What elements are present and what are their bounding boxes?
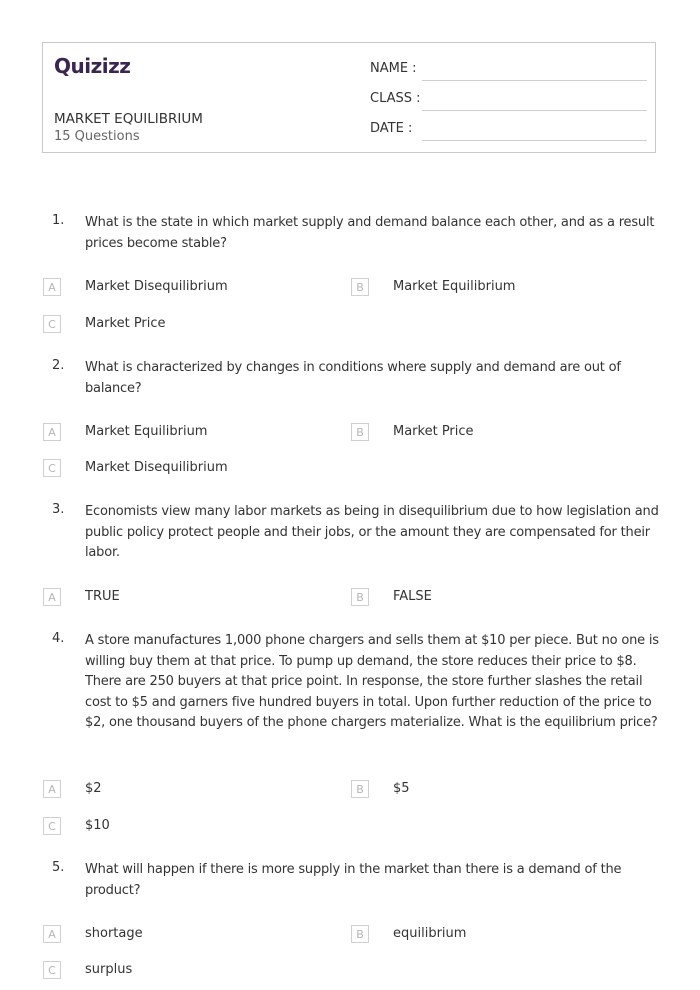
option-letter-box: C	[43, 315, 61, 333]
option-text: $10	[85, 818, 110, 833]
quizizz-logo: Quizizz	[54, 54, 131, 78]
option-letter-box: B	[351, 278, 369, 296]
date-label: DATE :	[370, 121, 413, 136]
question-text: What is the state in which market supply and demand balance each other, and as a result prices become stable?	[85, 215, 655, 251]
option-text: TRUE	[85, 589, 120, 604]
class-field[interactable]	[370, 91, 647, 111]
option-letter-box: A	[43, 423, 61, 441]
option-text: Market Disequilibrium	[85, 279, 228, 294]
option-text: $5	[393, 781, 410, 796]
option-text: $2	[85, 781, 102, 796]
option-text: Market Price	[85, 316, 166, 331]
question-text: Economists view many labor markets as being in disequilibrium due to how legislation and public policy protect people and their jobs, or the amount they are compensated for their labor.	[85, 504, 659, 560]
option-letter-box: B	[351, 588, 369, 606]
option-letter-box: C	[43, 817, 61, 835]
question-number: 1.	[52, 213, 65, 228]
worksheet-header	[42, 42, 656, 153]
name-line[interactable]	[422, 80, 647, 81]
option-letter-box: A	[43, 780, 61, 798]
question-count: 15 Questions	[54, 129, 140, 144]
option-text: Market Price	[393, 424, 474, 439]
question-number: 4.	[52, 631, 65, 646]
option-letter-box: B	[351, 423, 369, 441]
option-text: FALSE	[393, 589, 432, 604]
option-letter-box: B	[351, 925, 369, 943]
option-text: Market Equilibrium	[85, 424, 208, 439]
question-number: 2.	[52, 358, 65, 373]
class-line[interactable]	[422, 110, 647, 111]
question-text: What is characterized by changes in conditions where supply and demand are out of balance?	[85, 360, 621, 396]
name-field[interactable]	[370, 61, 647, 81]
class-label: CLASS :	[370, 91, 421, 106]
option-text: shortage	[85, 926, 143, 941]
option-letter-box: A	[43, 588, 61, 606]
option-letter-box: C	[43, 459, 61, 477]
date-line[interactable]	[422, 140, 647, 141]
question-number: 3.	[52, 502, 65, 517]
question-text: What will happen if there is more supply in the market than there is a demand of the product?	[85, 862, 622, 898]
question-text: A store manufactures 1,000 phone chargers and sells them at $10 per piece. But no one is willing buy them at that price. To pump up demand, the store reduces their price to $8. There are 250 buyers at that price point. In response, the store further slashes the retail cost to $5 and garners five hundred buyers in total. Upon further reduction of the price to $2, one thousand buyers of the phone chargers materialize. What is the equilibrium price?	[85, 633, 659, 730]
option-text: Market Equilibrium	[393, 279, 516, 294]
date-field[interactable]	[370, 121, 647, 141]
worksheet-title: MARKET EQUILIBRIUM	[54, 111, 203, 127]
option-letter-box: C	[43, 961, 61, 979]
option-text: surplus	[85, 962, 133, 977]
option-letter-box: A	[43, 925, 61, 943]
question-number: 5.	[52, 860, 65, 875]
option-text: equilibrium	[393, 926, 467, 941]
option-text: Market Disequilibrium	[85, 460, 228, 475]
option-letter-box: A	[43, 278, 61, 296]
name-label: NAME :	[370, 61, 417, 76]
option-letter-box: B	[351, 780, 369, 798]
